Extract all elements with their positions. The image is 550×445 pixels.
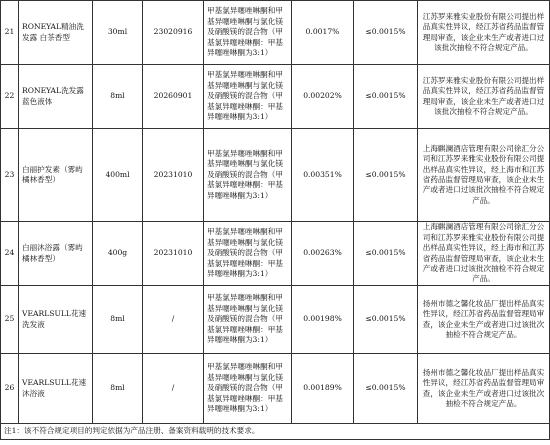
product-spec: 8ml <box>93 286 143 354</box>
product-name: 白丽护发素（雾屿橘林香型） <box>19 129 93 222</box>
test-item: 甲基氯异噻唑啉酮和甲基异噻唑啉酮与氯化镁及硝酸镁的混合物（甲基氯异噻唑啉酮：甲基异噻唑啉酮为3:1） <box>204 65 292 129</box>
footnote-row <box>1 424 550 440</box>
table-row <box>1 129 550 222</box>
batch-number: 20231010 <box>143 129 204 222</box>
standard-limit: ≤0.0015% <box>354 222 418 286</box>
standard-limit: ≤0.0015% <box>354 354 418 424</box>
remark: 江苏罗来雅实业股份有限公司提出样品真实性异议，经江苏省药品监督管理局审查，该企业未生产或者进口过该批次抽检不符合规定产品。 <box>418 65 550 129</box>
product-name: 白丽沐浴露（雾屿橘林香型） <box>19 222 93 286</box>
product-spec: 30ml <box>93 1 143 65</box>
table-row <box>1 286 550 354</box>
product-name: VEARLSULL花速洗发液 <box>19 286 93 354</box>
standard-limit: ≤0.0015% <box>354 129 418 222</box>
test-result: 0.0017% <box>292 1 354 65</box>
table-row <box>1 65 550 129</box>
remark: 上海麒澜酒店管理有限公司徐汇分公司和江苏罗来雅实业股份有限公司提出样品真实性异议，经上海市和江苏省药品监督管理局审查，该企业未生产或者进口过该批次抽检不符合规定产品。 <box>418 129 550 222</box>
batch-number: 20260901 <box>143 65 204 129</box>
test-item: 甲基氯异噻唑啉酮和甲基异噻唑啉酮与氯化镁及硝酸镁的混合物（甲基氯异噻唑啉酮：甲基异噻唑啉酮为3:1） <box>204 129 292 222</box>
standard-limit: ≤0.0015% <box>354 286 418 354</box>
batch-number: 23020916 <box>143 1 204 65</box>
standard-limit: ≤0.0015% <box>354 1 418 65</box>
test-result: 0.00189% <box>292 354 354 424</box>
row-number: 22 <box>1 65 19 129</box>
row-number: 23 <box>1 129 19 222</box>
batch-number: 20231010 <box>143 222 204 286</box>
remark: 扬州市德之馨化妆品厂提出样品真实性异议，经江苏省药品监督管理局审查，该企业未生产或者进口过该批次抽检不符合规定产品。 <box>418 354 550 424</box>
test-result: 0.00263% <box>292 222 354 286</box>
row-number: 25 <box>1 286 19 354</box>
test-result: 0.00202% <box>292 65 354 129</box>
remark: 上海麒澜酒店管理有限公司徐汇分公司和江苏罗来雅实业股份有限公司提出样品真实性异议，经上海市和江苏省药品监督管理局审查，该企业未生产或者进口过该批次抽检不符合规定产品。 <box>418 222 550 286</box>
test-result: 0.00198% <box>292 286 354 354</box>
batch-number: / <box>143 354 204 424</box>
test-item: 甲基氯异噻唑啉酮和甲基异噻唑啉酮与氯化镁及硝酸镁的混合物（甲基氯异噻唑啉酮：甲基异噻唑啉酮为3:1） <box>204 222 292 286</box>
product-spec: 8ml <box>93 354 143 424</box>
batch-number: / <box>143 286 204 354</box>
row-number: 21 <box>1 1 19 65</box>
product-name: RONEYAL洗发露 蓝色液体 <box>19 65 93 129</box>
test-item: 甲基氯异噻唑啉酮和甲基异噻唑啉酮与氯化镁及硝酸镁的混合物（甲基氯异噻唑啉酮：甲基异噻唑啉酮为3:1） <box>204 286 292 354</box>
test-item: 甲基氯异噻唑啉酮和甲基异噻唑啉酮与氯化镁及硝酸镁的混合物（甲基氯异噻唑啉酮：甲基异噻唑啉酮为3:1） <box>204 354 292 424</box>
product-name: VEARLSULL花速沐浴液 <box>19 354 93 424</box>
product-name: RONEYAL精油洗发露 白茶香型 <box>19 1 93 65</box>
product-spec: 8ml <box>93 65 143 129</box>
remark: 江苏罗来雅实业股份有限公司提出样品真实性异议，经江苏省药品监督管理局审查，该企业未生产或者进口过该批次抽检不符合规定产品。 <box>418 1 550 65</box>
table-row <box>1 222 550 286</box>
table-row <box>1 1 550 65</box>
standard-limit: ≤0.0015% <box>354 65 418 129</box>
product-spec: 400ml <box>93 129 143 222</box>
row-number: 24 <box>1 222 19 286</box>
row-number: 26 <box>1 354 19 424</box>
product-spec: 400g <box>93 222 143 286</box>
footnote: 注1：该不符合规定项目的判定依据为产品注册、备案资料载明的技术要求。 <box>1 424 550 440</box>
test-result: 0.00351% <box>292 129 354 222</box>
table-row <box>1 354 550 424</box>
test-item: 甲基氯异噻唑啉酮和甲基异噻唑啉酮与氯化镁及硝酸镁的混合物（甲基氯异噻唑啉酮：甲基异噻唑啉酮为3:1） <box>204 1 292 65</box>
remark: 扬州市德之馨化妆品厂提出样品真实性异议，经江苏省药品监督管理局审查，该企业未生产或者进口过该批次抽检不符合规定产品。 <box>418 286 550 354</box>
table-body <box>1 1 550 440</box>
